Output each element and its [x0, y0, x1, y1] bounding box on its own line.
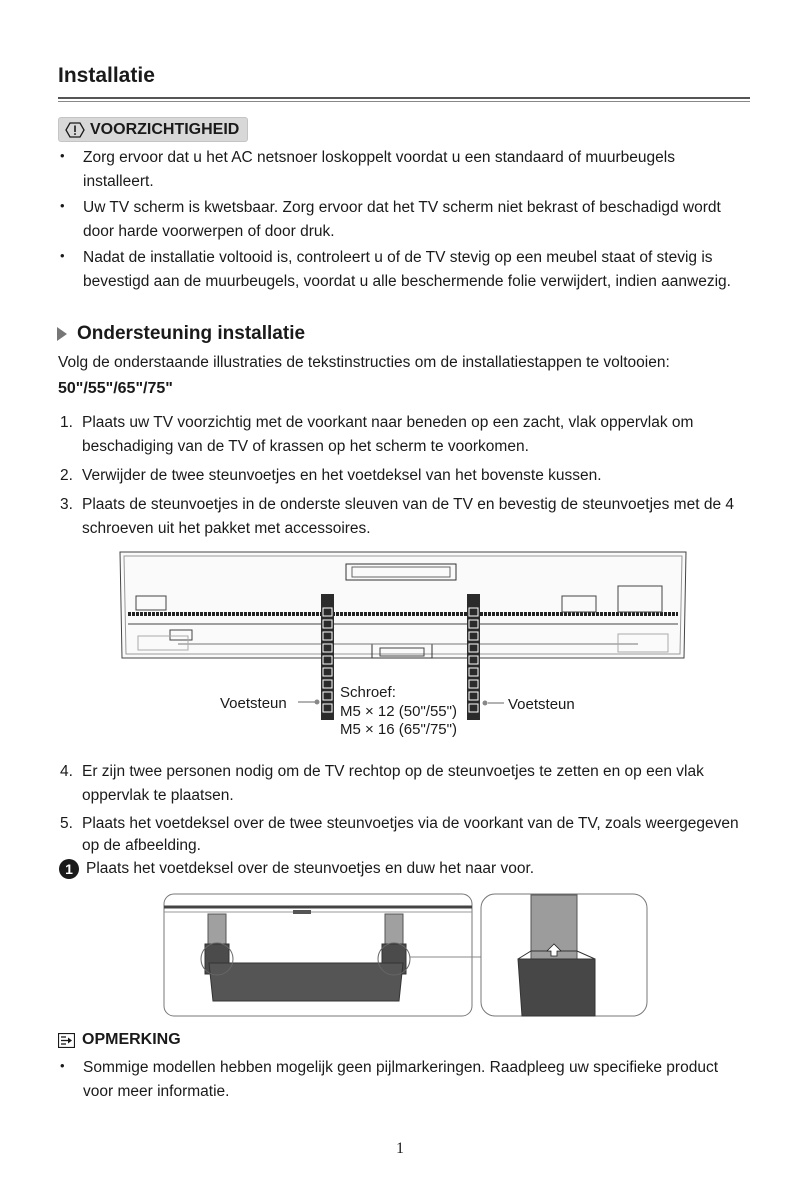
left-stand — [321, 594, 334, 720]
front-view-panel — [164, 894, 481, 1016]
leader-dot — [483, 701, 488, 706]
note-heading: OPMERKING — [58, 1031, 181, 1049]
list-item: • Sommige modellen hebben mogelijk geen pijlmarkeringen. Raadpleeg uw specifieke product voor meer informatie. — [60, 1058, 719, 1100]
list-item: 1. Plaats uw TV voorzichtig met de voorkant naar beneden op een zacht, vlak oppervlak om beschadiging van de TV of krassen op het scherm te voorkomen. — [60, 414, 694, 455]
label-screw-size-2: M5 × 16 (65"/75") — [340, 721, 457, 738]
page-number: 1 — [396, 1140, 404, 1157]
detail-view-panel — [481, 894, 647, 1016]
step-number-icon — [58, 858, 80, 880]
label-screw-size-1: M5 × 12 (50"/55") — [340, 703, 457, 720]
steps-list-continued — [58, 760, 748, 862]
caution-label: VOORZICHTIGHEID — [90, 120, 240, 138]
size-list: 50"/55"/65"/75" — [58, 380, 173, 397]
page-title: Installatie — [58, 64, 155, 87]
note-icon — [58, 1033, 75, 1048]
steps-list — [58, 411, 748, 546]
section-heading: Ondersteuning installatie — [55, 323, 305, 345]
list-item: • Nadat de installatie voltooid is, controleert u of de TV stevig op een meubel staat of stevig is bevestigd aan de muurbeugels, voordat u alle beschermende folie verwijdert, indien aanwezig. — [60, 248, 731, 290]
caution-badge — [58, 117, 248, 142]
list-item: 3. Plaats de steunvoetjes in de onderste sleuven van de TV en bevestig de steunvoetjes met de 4 schroeven uit het pakket met accessoires. — [60, 496, 734, 537]
label-voetsteun-left: Voetsteun — [220, 695, 287, 712]
label-voetsteun-right: Voetsteun — [508, 696, 575, 713]
tv-back-illustration — [120, 552, 686, 658]
list-item: 4. Er zijn twee personen nodig om de TV rechtop op de steunvoetjes te zetten en op een vlak oppervlak te plaatsen. — [60, 763, 704, 804]
list-item: 2. Verwijder de twee steunvoetjes en het voetdeksel van het bovenste kussen. — [60, 467, 602, 484]
svg-text:1: 1 — [65, 861, 73, 877]
right-stand — [467, 594, 480, 720]
list-item: 5. Plaats het voetdeksel over de twee steunvoetjes via de voorkant van de TV, zoals weergegeven op de afbeelding. — [60, 815, 739, 854]
note-list — [58, 1056, 748, 1106]
title-divider — [58, 97, 750, 102]
caution-list — [58, 146, 748, 296]
cover-figure — [163, 893, 650, 1019]
label-screw-title: Schroef: — [340, 684, 396, 701]
leader-dot — [315, 700, 320, 705]
intro-text: Volg de onderstaande illustraties de tekstinstructies om de installatiestappen te voltooien: — [58, 354, 670, 371]
list-item: • Uw TV scherm is kwetsbaar. Zorg ervoor dat het TV scherm niet bekrast of beschadigd wordt door harde voorwerpen of door druk. — [60, 198, 721, 240]
list-item: • Zorg ervoor dat u het AC netsnoer loskoppelt voordat u een standaard of muurbeugels installeert. — [60, 148, 675, 190]
caution-icon — [65, 121, 85, 139]
tv-back-figure — [118, 548, 688, 748]
sub-step: 1 Plaats het voetdeksel over de steunvoetjes en duw het naar voor. — [58, 858, 534, 880]
triangle-bullet-icon — [55, 326, 69, 342]
